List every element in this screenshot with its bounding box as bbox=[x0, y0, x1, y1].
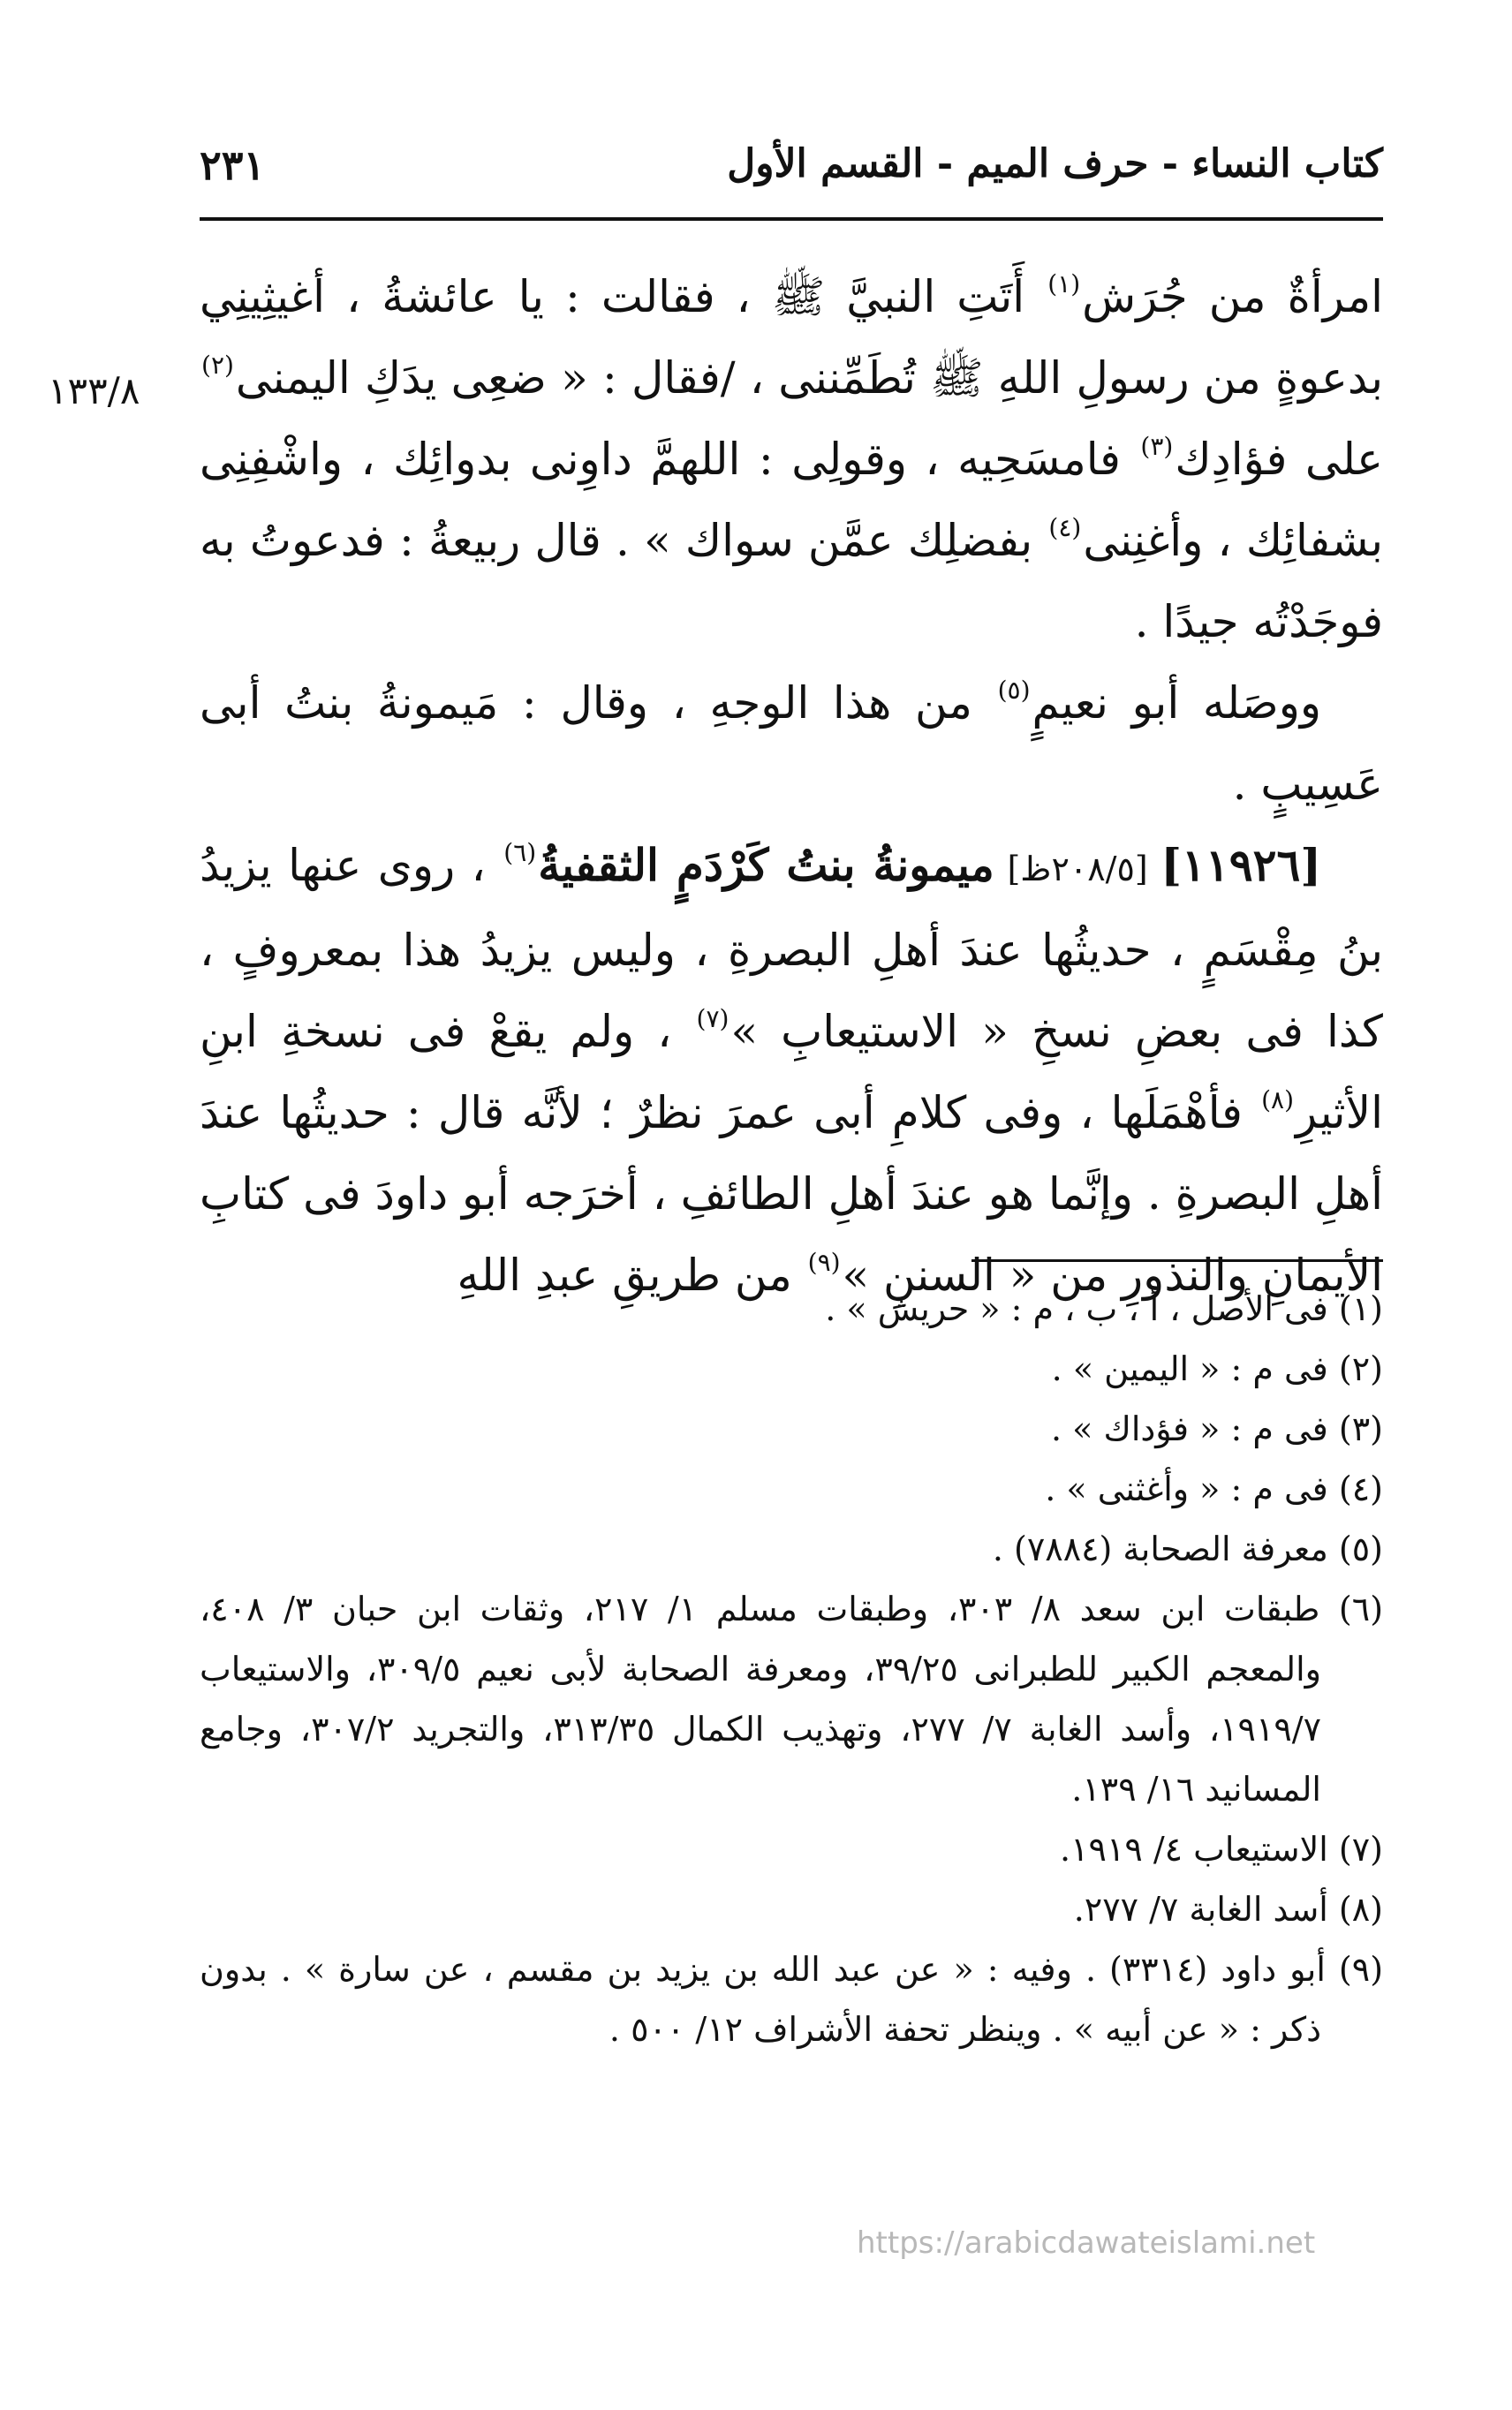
footnote-6: (٦) طبقات ابن سعد ٨/ ٣٠٣، وطبقات مسلم ١/ ٢١٧، وثقات ابن حبان ٣/ ٤٠٨، والمعجم الكبير للطبرانى ٣٩/٢٥، ومعرفة الصحابة لأبى نعيم ٣٠٩/٥، والاستيعاب ١٩١٩/٧، وأسد الغابة ٧/ ٢٧٧، وتهذيب الكمال ٣١٣/٣٥، والتجريد ٣٠٧/٢، وجامع المسانيد ١٦/ ١٣٩. bbox=[200, 1590, 1384, 1809]
text-segment: فأهْمَلَها ، وفى كلامِ أبى عمرَ نظرٌ ؛ لأنَّه قال : حديثُها عندَ أهلِ البصرةِ . وإنَّما هو عندَ أهلِ الطائفِ ، أخرَجه أبو داودَ فى كتابِ الأيمانِ والنذورِ من « السننِ » bbox=[200, 1087, 1383, 1301]
footnote-marker-8: (٨) bbox=[1261, 1085, 1294, 1114]
footnote-marker-4: (٤) bbox=[1048, 513, 1082, 542]
watermark: https://arabicdawateislami.net bbox=[857, 2225, 1316, 2261]
main-text bbox=[200, 256, 1383, 1316]
footnote-4: (٤) فى م : « وأغثنى » . bbox=[1045, 1469, 1383, 1508]
running-header bbox=[200, 141, 1383, 212]
footnote-3: (٣) فى م : « فؤداك » . bbox=[1051, 1409, 1383, 1448]
footnote-marker-6: (٦) bbox=[503, 838, 537, 867]
text-segment: فامسَحِيه ، وقولِى : اللهمَّ داوِنى بدوائِك ، واشْفِنِى بشفائِك ، وأغنِنى bbox=[200, 434, 1383, 566]
footnote-5: (٥) معرفة الصحابة (٧٨٨٤) . bbox=[992, 1530, 1383, 1568]
footnote-separator bbox=[971, 1259, 1383, 1262]
footnote-9: (٩) أبو داود (٣٣١٤) . وفيه : « عن عبد الله بن يزيد بن مقسم ، عن سارة » . بدون ذكر : « عن أبيه » . وينظر تحفة الأشراف ١٢/ ٥٠٠ . bbox=[200, 1950, 1384, 2049]
margin-reference: ١٣٣/٨ bbox=[48, 369, 140, 412]
header-title: كتاب النساء - حرف الميم - القسم الأول bbox=[727, 141, 1383, 186]
entry-name: ميمونةُ بنتُ كَرْدَمٍ الثقفيةُ bbox=[538, 839, 994, 891]
paragraph-1 bbox=[200, 256, 1383, 662]
footnote-1: (١) فى الأصل ، أ ، ب ، م : « حريش » . bbox=[825, 1289, 1383, 1328]
text-segment: أَتَتِ النبيَّ ﷺ ، فقالت : يا عائشةُ ، أغيثِينِي بدعوةٍ من رسولِ اللهِ ﷺ تُطَمِّننى ، /فقال : « ضعِى يدَكِ اليمنى bbox=[200, 271, 1383, 404]
footnote-8: (٨) أسد الغابة ٧/ ٢٧٧. bbox=[1073, 1890, 1383, 1929]
text-segment: امرأةٌ من جُرَش bbox=[1082, 271, 1383, 322]
header-rule bbox=[200, 217, 1383, 221]
text-segment: ووصَله أبو نعيمٍ bbox=[1032, 677, 1321, 729]
footnote-2: (٢) فى م : « اليمين » . bbox=[1051, 1349, 1383, 1388]
text-segment: من طريقِ عبدِ اللهِ bbox=[457, 1250, 806, 1301]
entry-number: [١١٩٢٦] bbox=[1160, 839, 1321, 891]
text-segment: من هذا الوجهِ ، وقال : مَيمونةُ بنتُ أبى عَسِيبٍ . bbox=[200, 677, 1383, 810]
footnote-marker-7: (٧) bbox=[696, 1004, 730, 1033]
text-segment: بفضلِك عمَّن سواك » . قال ربيعةُ : فدعوتُ به فوجَدْتُه جيدًا . bbox=[200, 515, 1383, 647]
footnote-marker-2: (٢) bbox=[201, 351, 234, 380]
footnote-7: (٧) الاستيعاب ٤/ ١٩١٩. bbox=[1060, 1830, 1383, 1869]
footnotes bbox=[200, 1279, 1383, 2059]
text-segment: على فؤادِك bbox=[1175, 434, 1383, 485]
text-segment: ، ولم يقعْ فى نسخةِ ابنِ الأثيرِ bbox=[200, 1006, 1383, 1138]
footnote-marker-9: (٩) bbox=[807, 1248, 841, 1277]
paragraph-3 bbox=[200, 825, 1383, 1316]
entry-volume-reference: [٢٠٨/٥ظ] bbox=[994, 850, 1161, 888]
footnote-marker-5: (٥) bbox=[997, 676, 1031, 705]
text-segment: ، روى عنها يزيدُ بنُ مِقْسَمٍ ، حديثُها عندَ أهلِ البصرةِ ، وليس يزيدُ هذا بمعروفٍ ، كذا فى بعضِ نسخِ « الاستيعابِ » bbox=[200, 840, 1383, 1057]
page-number: ٢٣١ bbox=[200, 141, 266, 189]
footnote-marker-3: (٣) bbox=[1140, 432, 1174, 461]
footnote-marker-1: (١) bbox=[1047, 269, 1081, 298]
paragraph-2 bbox=[200, 662, 1383, 825]
